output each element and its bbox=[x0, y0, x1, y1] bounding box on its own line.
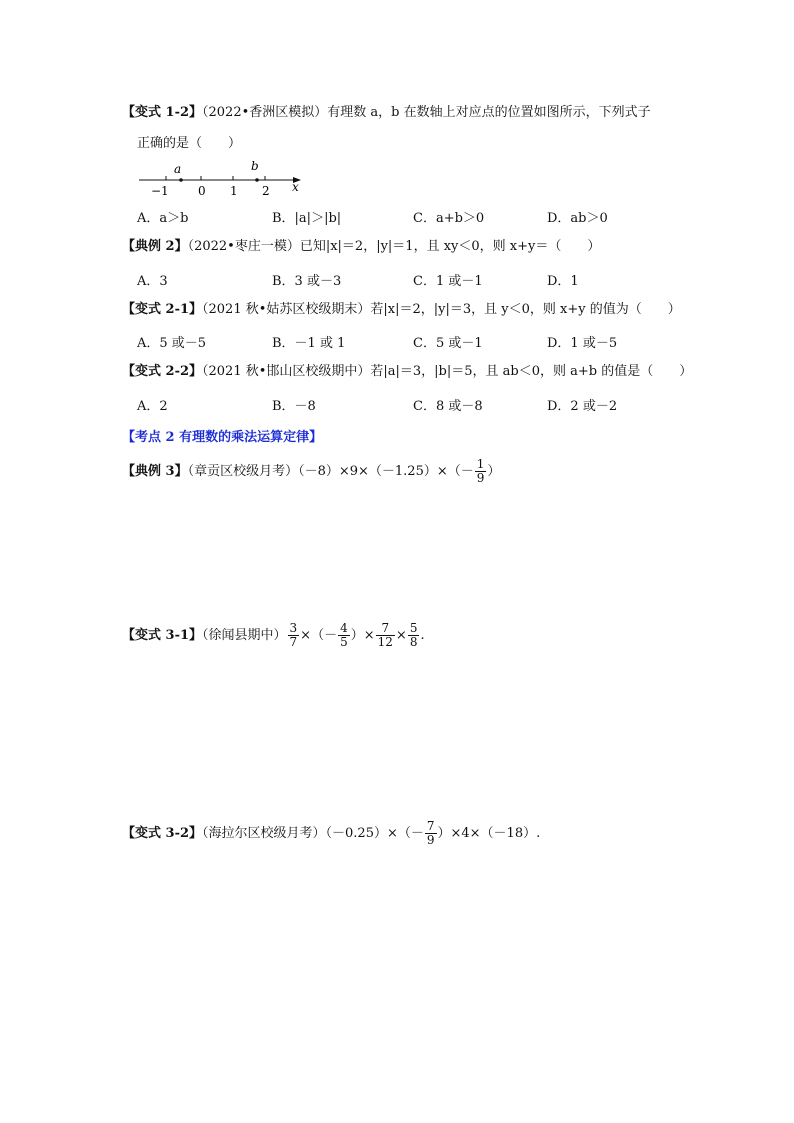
fraction-denominator: 9 bbox=[476, 471, 485, 485]
fraction-numerator: 3 bbox=[289, 621, 298, 635]
question-text: （章贡区校级月考）（－8）×9×（－1.25）×（－ bbox=[187, 464, 474, 479]
operator: ×（－ bbox=[300, 628, 338, 643]
question-2 bbox=[122, 238, 600, 256]
options-2-2 bbox=[137, 395, 697, 413]
fraction-numerator: 7 bbox=[426, 819, 435, 833]
question-text: （2021 秋•邯山区校级期中）若|a|＝3，|b|＝5，且 ab＜0，则 a+b 的值是（ ） bbox=[202, 364, 693, 379]
question-tail: . bbox=[420, 628, 425, 643]
options-1-2 bbox=[137, 207, 697, 225]
tick-label-0: 0 bbox=[198, 184, 206, 198]
question-tail: ） bbox=[487, 464, 501, 479]
option-d[interactable]: D．1 或－5 bbox=[547, 336, 618, 351]
section-heading: 【考点 2 有理数的乘法运算定律】 bbox=[122, 430, 323, 445]
point-label-b: b bbox=[251, 159, 259, 173]
question-text: （2022•枣庄一模）已知|x|＝2，|y|＝1，且 xy＜0，则 x+y＝（ ） bbox=[187, 239, 601, 254]
question-3-2 bbox=[122, 820, 540, 848]
fraction-numerator: 4 bbox=[340, 621, 348, 635]
option-c[interactable]: C．5 或－1 bbox=[413, 336, 483, 351]
option-d[interactable]: D．2 或－2 bbox=[547, 399, 618, 414]
point-label-a: a bbox=[174, 162, 182, 176]
question-2-2 bbox=[122, 363, 692, 381]
fraction-numerator: 5 bbox=[409, 621, 418, 635]
fraction-numerator: 7 bbox=[376, 622, 395, 636]
question-tag: 【典例 3】 bbox=[122, 464, 188, 479]
option-c[interactable]: C．8 或－8 bbox=[413, 399, 483, 414]
question-tag: 【变式 2-1】 bbox=[122, 302, 203, 317]
question-tail: ）×4×（－18）. bbox=[437, 826, 541, 841]
fraction-denominator: 8 bbox=[409, 635, 418, 649]
option-a[interactable]: A．a＞b bbox=[137, 211, 189, 226]
option-b[interactable]: B．－8 bbox=[272, 399, 316, 414]
option-c[interactable]: C．a+b＞0 bbox=[413, 211, 485, 226]
tick-label-neg1: −1 bbox=[151, 184, 169, 198]
question-1-2-line2: 正确的是（ ） bbox=[137, 136, 242, 151]
question-tag: 【变式 3-2】 bbox=[122, 826, 203, 841]
fraction-denominator: 12 bbox=[377, 635, 393, 649]
fraction bbox=[376, 622, 395, 649]
question-tag: 【变式 1-2】 bbox=[122, 105, 203, 120]
fraction bbox=[425, 820, 437, 847]
fraction-denominator: 5 bbox=[340, 635, 348, 649]
question-1-2 bbox=[122, 104, 651, 122]
question-3 bbox=[122, 458, 500, 486]
tick-label-1: 1 bbox=[230, 184, 238, 198]
option-b[interactable]: B．|a|＞|b| bbox=[272, 211, 342, 226]
fraction bbox=[408, 622, 420, 649]
question-tag: 【变式 3-1】 bbox=[122, 628, 203, 643]
option-d[interactable]: D．ab＞0 bbox=[547, 211, 608, 226]
question-tag: 【典例 2】 bbox=[122, 239, 188, 254]
fraction bbox=[338, 622, 350, 649]
fraction-denominator: 7 bbox=[289, 635, 298, 649]
question-text: （徐闻县期中） bbox=[202, 628, 287, 643]
operator: ）× bbox=[350, 628, 375, 643]
option-a[interactable]: A．2 bbox=[137, 399, 168, 414]
options-2-1 bbox=[137, 332, 697, 350]
question-3-1 bbox=[122, 622, 425, 650]
question-2-1 bbox=[122, 301, 681, 319]
option-a[interactable]: A．5 或－5 bbox=[137, 336, 207, 351]
question-text: （海拉尔区校级月考）（－0.25）×（－ bbox=[202, 826, 424, 841]
fraction bbox=[475, 458, 487, 485]
tick-label-2: 2 bbox=[262, 184, 270, 198]
question-text: （2021 秋•姑苏区校级期末）若|x|＝2，|y|＝3，且 y＜0，则 x+y 的值为（ ） bbox=[202, 302, 681, 317]
number-line-figure bbox=[135, 158, 310, 198]
fraction-numerator: 1 bbox=[476, 457, 485, 471]
fraction-denominator: 9 bbox=[426, 833, 435, 847]
question-tag: 【变式 2-2】 bbox=[122, 364, 203, 379]
option-c[interactable]: C．1 或－1 bbox=[413, 274, 483, 289]
fraction bbox=[288, 622, 300, 649]
question-text: （2022•香洲区模拟）有理数 a，b 在数轴上对应点的位置如图所示，下列式子 bbox=[202, 105, 651, 120]
options-2 bbox=[137, 270, 697, 288]
option-a[interactable]: A．3 bbox=[137, 274, 168, 289]
option-b[interactable]: B．3 或－3 bbox=[272, 274, 342, 289]
operator: × bbox=[395, 628, 407, 643]
axis-label-x: x bbox=[292, 180, 299, 194]
option-b[interactable]: B．－1 或 1 bbox=[272, 336, 346, 351]
option-d[interactable]: D．1 bbox=[547, 274, 579, 289]
